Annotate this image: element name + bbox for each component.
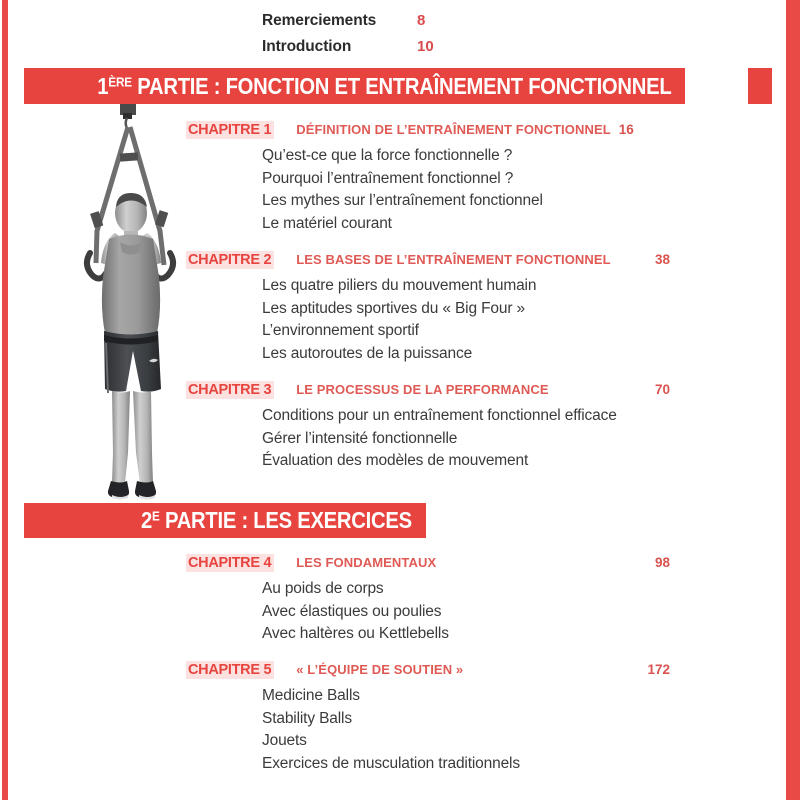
front-matter-page: 8	[417, 12, 426, 29]
chapter-entry[interactable]	[186, 380, 672, 473]
chapter-page: 16	[618, 122, 634, 137]
chapter-tag: CHAPITRE 3	[186, 381, 274, 399]
chapter-tag: CHAPITRE 5	[186, 661, 274, 679]
front-matter-row[interactable]	[262, 38, 682, 64]
chapter-item[interactable]: Pourquoi l’entraînement fonctionnel ?	[262, 169, 514, 187]
part-2-number: 2	[141, 507, 153, 533]
part-1-ordinal: ÈRE	[107, 73, 132, 89]
part-2-title	[141, 507, 412, 534]
left-edge-stripe	[2, 0, 8, 800]
chapter-entry[interactable]	[186, 120, 672, 235]
chapter-header	[186, 120, 672, 139]
chapter-item[interactable]: Conditions pour un entraînement fonctionnel efficace	[262, 407, 617, 424]
chapter-title: LES FONDAMENTAUX	[296, 555, 437, 570]
front-matter-label: Remerciements	[262, 12, 377, 29]
chapter-item[interactable]: Le matériel courant	[262, 214, 392, 232]
chapter-item-list	[262, 145, 672, 235]
chapter-page: 98	[654, 555, 670, 570]
chapter-tag: CHAPITRE 4	[186, 554, 274, 572]
chapter-entry[interactable]	[186, 660, 672, 775]
chapter-title: DÉFINITION DE L’ENTRAÎNEMENT FONCTIONNEL	[296, 122, 611, 137]
chapter-item[interactable]: Les aptitudes sportives du « Big Four »	[262, 299, 525, 317]
chapter-item-list	[262, 405, 672, 473]
accent-block	[748, 68, 772, 104]
chapter-title: LE PROCESSUS DE LA PERFORMANCE	[296, 382, 549, 397]
chapter-item[interactable]: Avec haltères ou Kettlebells	[262, 625, 449, 643]
chapter-item[interactable]: Exercices de musculation traditionnels	[262, 754, 520, 772]
chapter-item[interactable]: Stability Balls	[262, 709, 352, 727]
chapter-page: 38	[654, 252, 670, 267]
chapter-item-list	[262, 275, 672, 365]
chapter-item[interactable]: Jouets	[262, 732, 307, 750]
chapter-item[interactable]: Qu’est-ce que la force fonctionnelle ?	[262, 147, 513, 164]
chapter-title: « L’ÉQUIPE DE SOUTIEN »	[296, 662, 464, 677]
chapter-item-list	[262, 685, 672, 775]
front-matter-label: Introduction	[262, 38, 352, 55]
front-matter-list	[262, 12, 682, 64]
chapter-page: 172	[647, 662, 670, 677]
chapter-header	[186, 380, 672, 399]
part-1-title	[97, 73, 671, 100]
chapter-header	[186, 660, 672, 679]
chapter-item[interactable]: L’environnement sportif	[262, 322, 419, 340]
chapter-item[interactable]: Au poids de corps	[262, 580, 384, 597]
chapter-tag: CHAPITRE 1	[186, 121, 274, 139]
part-2-banner	[24, 503, 426, 538]
chapter-item[interactable]: Les autoroutes de la puissance	[262, 344, 473, 362]
chapter-item[interactable]: Avec élastiques ou poulies	[262, 602, 442, 620]
front-matter-row[interactable]	[262, 12, 682, 38]
chapter-entry[interactable]	[186, 553, 672, 646]
chapter-item[interactable]: Les mythes sur l’entraînement fonctionnel	[262, 192, 543, 210]
chapter-item[interactable]: Medicine Balls	[262, 687, 360, 704]
part-1-number: 1	[96, 72, 108, 99]
chapter-title: LES BASES DE L’ENTRAÎNEMENT FONCTIONNEL	[296, 252, 611, 267]
part-2-text: PARTIE : LES EXERCICES	[159, 507, 412, 533]
front-matter-page: 10	[417, 38, 434, 55]
part-1-text: PARTIE : FONCTION ET ENTRAÎNEMENT FONCTIONNEL	[131, 72, 672, 99]
chapter-header	[186, 250, 672, 269]
chapter-entry[interactable]	[186, 250, 672, 365]
chapter-header	[186, 553, 672, 572]
chapter-item[interactable]: Les quatre piliers du mouvement humain	[262, 277, 537, 294]
right-edge-stripe	[786, 0, 800, 800]
part-1-banner	[24, 68, 685, 104]
chapter-item[interactable]: Gérer l’intensité fonctionnelle	[262, 429, 458, 447]
part-2-ordinal: E	[152, 508, 160, 524]
chapter-page: 70	[654, 382, 670, 397]
chapter-tag: CHAPITRE 2	[186, 251, 274, 269]
chapter-item[interactable]: Évaluation des modèles de mouvement	[262, 452, 529, 470]
chapter-item-list	[262, 578, 672, 646]
